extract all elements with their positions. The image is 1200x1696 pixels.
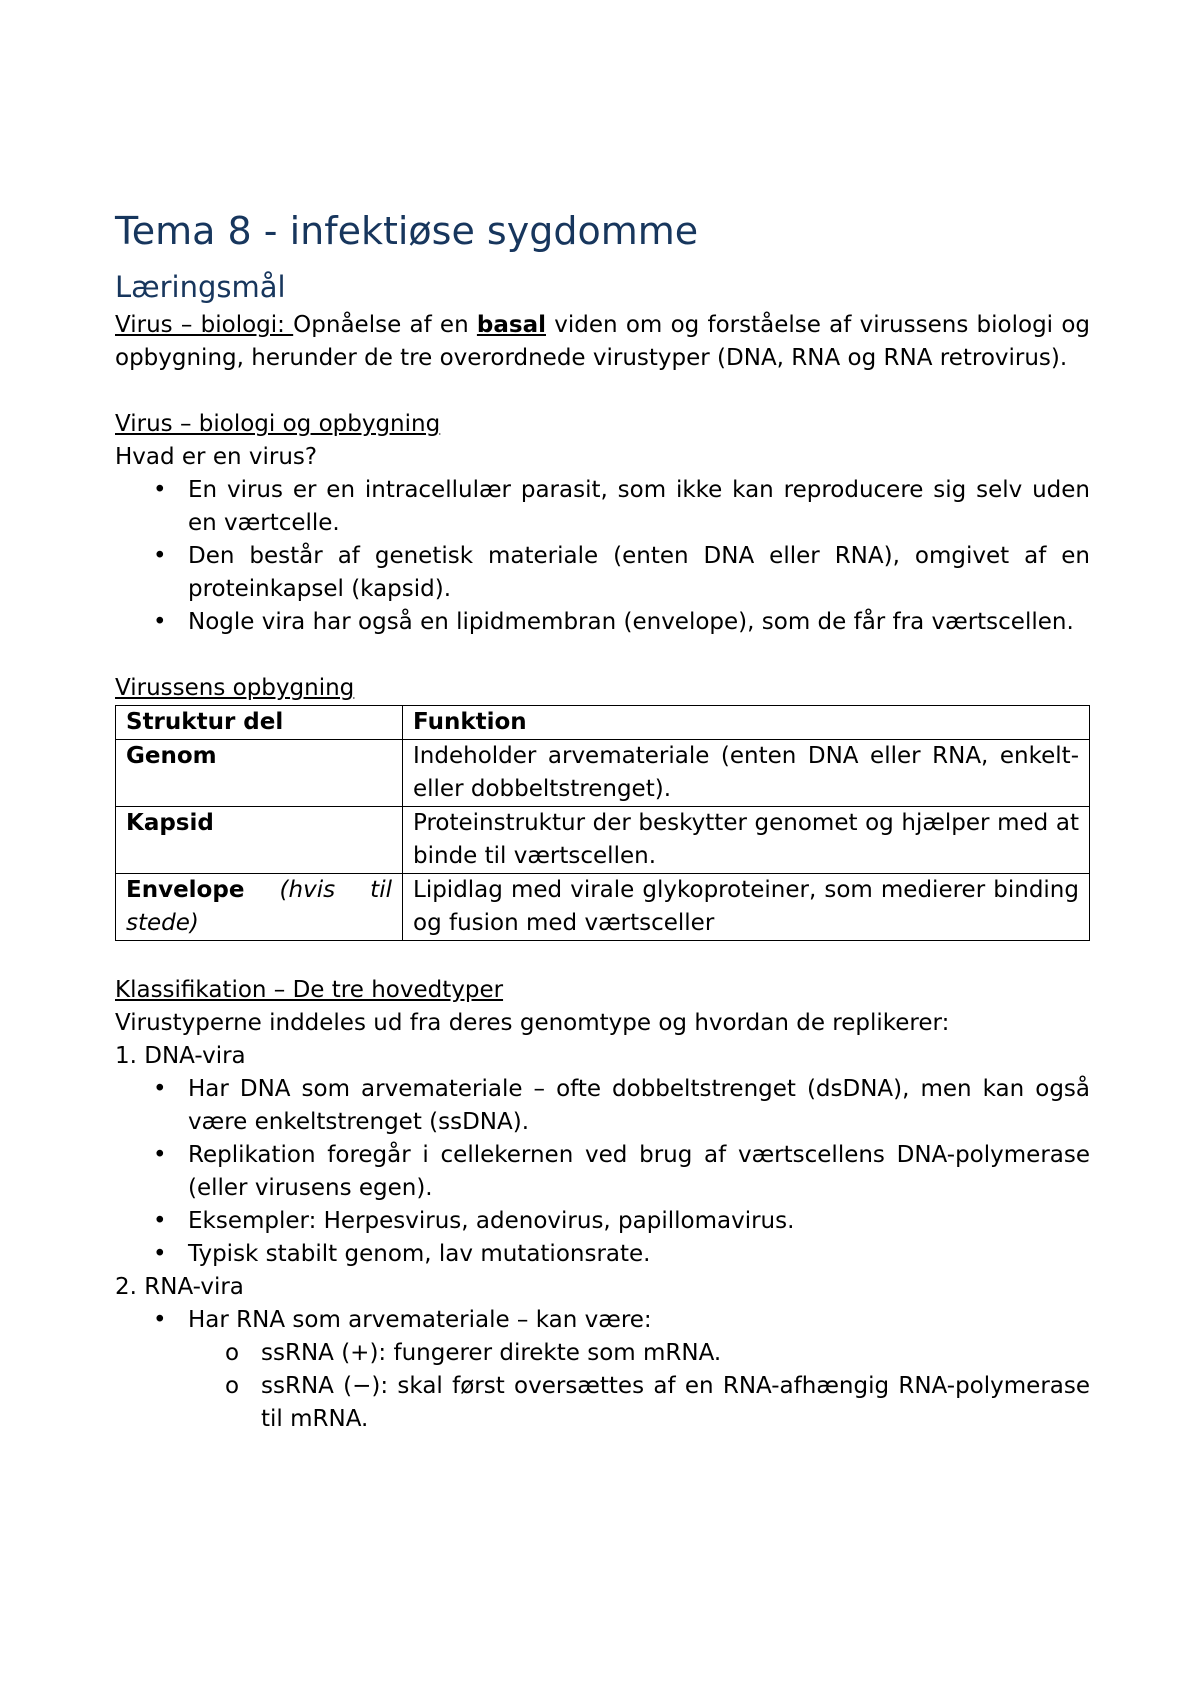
table-row [116, 874, 1090, 941]
document-content [115, 205, 1090, 1436]
list-item: • Har DNA som arvemateriale – ofte dobbeltstrenget (dsDNA), men kan også være enkeltstrenget (ssDNA). [115, 1073, 1090, 1139]
circle-bullet-icon: o [225, 1373, 240, 1399]
part-note: stede) [126, 910, 199, 936]
bullet-icon: • [153, 477, 167, 503]
bullet-icon: • [153, 1142, 167, 1168]
section-heading-biology: Virus – biologi og opbygning [115, 411, 441, 437]
section-heading-structure: Virussens opbygning [115, 675, 355, 701]
dna-vira-label: 1. DNA-vira [115, 1043, 246, 1069]
rna-bullet-list [115, 1304, 1090, 1436]
bullet-icon: • [153, 1208, 167, 1234]
table-row [116, 740, 1090, 807]
table-cell-part: Genom [116, 740, 403, 807]
structure-table [115, 705, 1090, 941]
classification-intro: Virustyperne inddeles ud fra deres genomtype og hvordan de replikerer: [115, 1010, 950, 1036]
list-item: o ssRNA (−): skal først oversættes af en RNA-afhængig RNA-polymerase til mRNA. [115, 1370, 1090, 1436]
question-text: Hvad er en virus? [115, 444, 318, 470]
goal-text-1: Opnåelse af en [293, 312, 477, 338]
rna-vira-label: 2. RNA-vira [115, 1274, 244, 1300]
bullet-icon: • [153, 1241, 167, 1267]
part-name: Envelope [126, 877, 245, 903]
goal-label: Virus – biologi: [115, 312, 294, 338]
table-cell-part [116, 874, 403, 941]
section-heading-classification: Klassifikation – De tre hovedtyper [115, 977, 504, 1003]
bullet-icon: • [153, 609, 167, 635]
list-item: o ssRNA (+): fungerer direkte som mRNA. [115, 1337, 1090, 1370]
virus-bullet-list [115, 474, 1090, 639]
dna-bullet-list [115, 1073, 1090, 1271]
goal-emphasis: basal [476, 312, 546, 338]
circle-bullet-icon: o [225, 1340, 240, 1366]
list-item: • Eksempler: Herpesvirus, adenovirus, papillomavirus. [115, 1205, 1090, 1238]
list-item: • En virus er en intracellulær parasit, som ikke kan reproducere sig selv uden en værtcelle. [115, 474, 1090, 540]
bullet-icon: • [153, 1076, 167, 1102]
table-header-cell: Funktion [403, 706, 1090, 740]
learning-goal [115, 309, 1090, 375]
table-cell-function: Proteinstruktur der beskytter genomet og hjælper med at binde til værtscellen. [403, 807, 1090, 874]
spacer [115, 941, 1090, 974]
list-item: • Har RNA som arvemateriale – kan være: [115, 1304, 1090, 1337]
table-header-row [116, 706, 1090, 740]
spacer [115, 375, 1090, 408]
page-title: Tema 8 - infektiøse sygdomme [115, 209, 699, 253]
part-note: (hvis [279, 877, 336, 903]
bullet-icon: • [153, 1307, 167, 1333]
spacer [115, 639, 1090, 672]
part-note: til [370, 877, 392, 903]
goal-text-2: viden om og forståelse af virussens biologi og opbygning, herunder de tre overordnede virustyper (DNA, RNA og RNA retrovirus). [115, 312, 1090, 371]
table-row [116, 807, 1090, 874]
table-cell-part: Kapsid [116, 807, 403, 874]
bullet-icon: • [153, 543, 167, 569]
list-item: • Replikation foregår i cellekernen ved brug af værtscellens DNA-polymerase (eller virusens egen). [115, 1139, 1090, 1205]
table-cell-function: Lipidlag med virale glykoproteiner, som medierer binding og fusion med værtsceller [403, 874, 1090, 941]
table-cell-function: Indeholder arvemateriale (enten DNA eller RNA, enkelt- eller dobbeltstrenget). [403, 740, 1090, 807]
list-item: • Typisk stabilt genom, lav mutationsrate. [115, 1238, 1090, 1271]
table-header-cell: Struktur del [116, 706, 403, 740]
list-item: • Den består af genetisk materiale (enten DNA eller RNA), omgivet af en proteinkapsel (kapsid). [115, 540, 1090, 606]
list-item: • Nogle vira har også en lipidmembran (envelope), som de får fra værtscellen. [115, 606, 1090, 639]
section-subtitle: Læringsmål [115, 270, 286, 304]
